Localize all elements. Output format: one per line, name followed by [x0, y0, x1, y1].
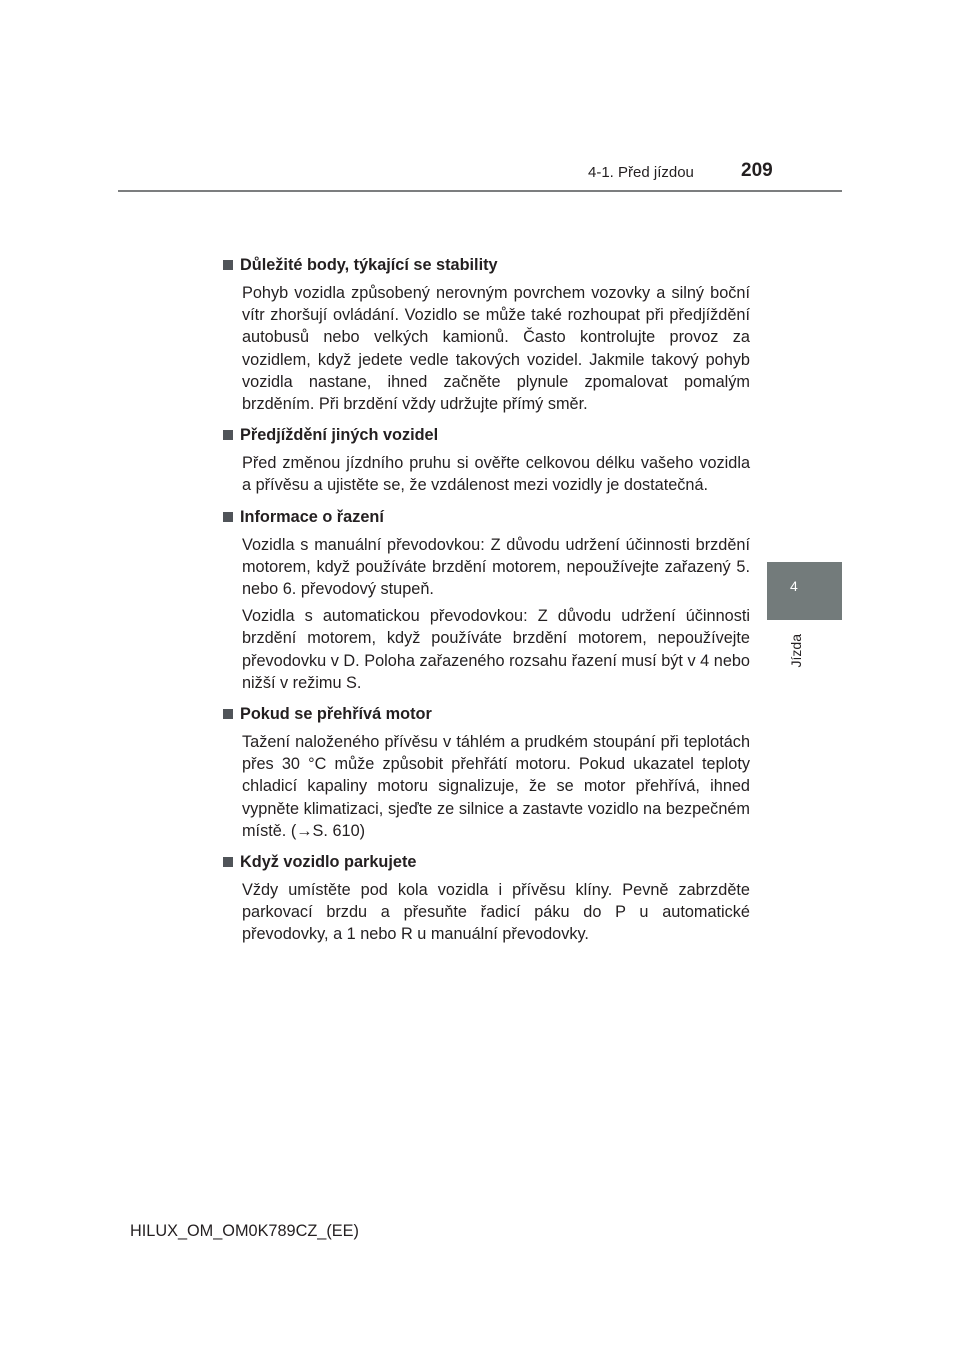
section-heading — [223, 701, 750, 727]
section-paragraph: Vozidla s automatickou převodovkou: Z důvodu udržení účinnosti brzdění motorem, když používáte brzdění motorem, nepoužívejte převodovku v D. Poloha zařazeného rozsahu řazení musí být v 4 nebo nižší v režimu S. — [242, 607, 750, 692]
section-overtaking — [223, 422, 750, 496]
section-parking — [223, 849, 750, 946]
section-shifting — [223, 504, 750, 694]
page-number: 209 — [741, 160, 773, 181]
section-paragraph: Vozidla s manuální převodovkou: Z důvodu udržení účinnosti brzdění motorem, když používáte brzdění motorem, nepoužívejte zařazený 5. nebo 6. převodový stupeň. — [242, 535, 750, 599]
section-heading — [223, 422, 750, 448]
chapter-tab-label: Jízda — [788, 634, 804, 668]
chapter-tab-number: 4 — [790, 578, 798, 594]
chapter-tab — [767, 562, 842, 620]
section-stability — [223, 252, 750, 415]
section-heading-text: Důležité body, týkající se stability — [240, 256, 498, 274]
section-paragraph: Pohyb vozidla způsobený nerovným povrchem vozovky a silný boční vítr zhoršují ovládání. Vozidlo se může také rozhoupat při předjíždění autobusů nebo velkých kamionů. Často kontrolujte provoz za vozidlem, když jedete vedle takových vozidel. Jakmile takový pohyb vozidla nastane, ihned začněte plynule zpomalovat pomalým brzděním. Při brzdění vždy udržujte přímý směr. — [242, 284, 750, 414]
section-heading-text: Informace o řazení — [240, 507, 384, 526]
square-bullet-icon — [223, 709, 233, 719]
header-divider — [118, 190, 842, 192]
square-bullet-icon — [223, 260, 233, 270]
section-paragraph: Vždy umístěte pod kola vozidla i přívěsu klíny. Pevně zabrzděte parkovací brzdu a přesuňte řadicí páku do P u automatické převodovky, a 1 nebo R u manuální převodovky. — [242, 881, 750, 944]
document-code: HILUX_OM_OM0K789CZ_(EE) — [130, 1222, 359, 1240]
section-heading — [223, 252, 750, 278]
page-content — [223, 252, 750, 946]
section-heading-text: Když vozidlo parkujete — [240, 853, 417, 872]
section-title: 4-1. Před jízdou — [588, 164, 694, 181]
section-heading — [223, 504, 750, 530]
square-bullet-icon — [223, 512, 233, 522]
section-paragraph: Před změnou jízdního pruhu si ověřte celkovou délku vašeho vozidla a přívěsu a ujistěte se, že vzdálenost mezi vozidly je dostatečná. — [242, 454, 750, 495]
section-heading-text: Pokud se přehřívá motor — [240, 705, 432, 724]
section-heading-text: Předjíždění jiných vozidel — [240, 426, 439, 445]
section-overheating — [223, 701, 750, 842]
square-bullet-icon — [223, 857, 233, 867]
square-bullet-icon — [223, 430, 233, 440]
section-paragraph: Tažení naloženého přívěsu v táhlém a prudkém stoupání při teplotách přes 30 °C může způsobit přehřátí motoru. Pokud ukazatel teploty chladicí kapaliny motoru signalizuje, že se motor přehřívá, ihned vypněte klimatizaci, sjeďte ze silnice a zastavte vozidlo na bezpečném místě. (→S. 610) — [242, 733, 750, 840]
section-heading — [223, 849, 750, 875]
